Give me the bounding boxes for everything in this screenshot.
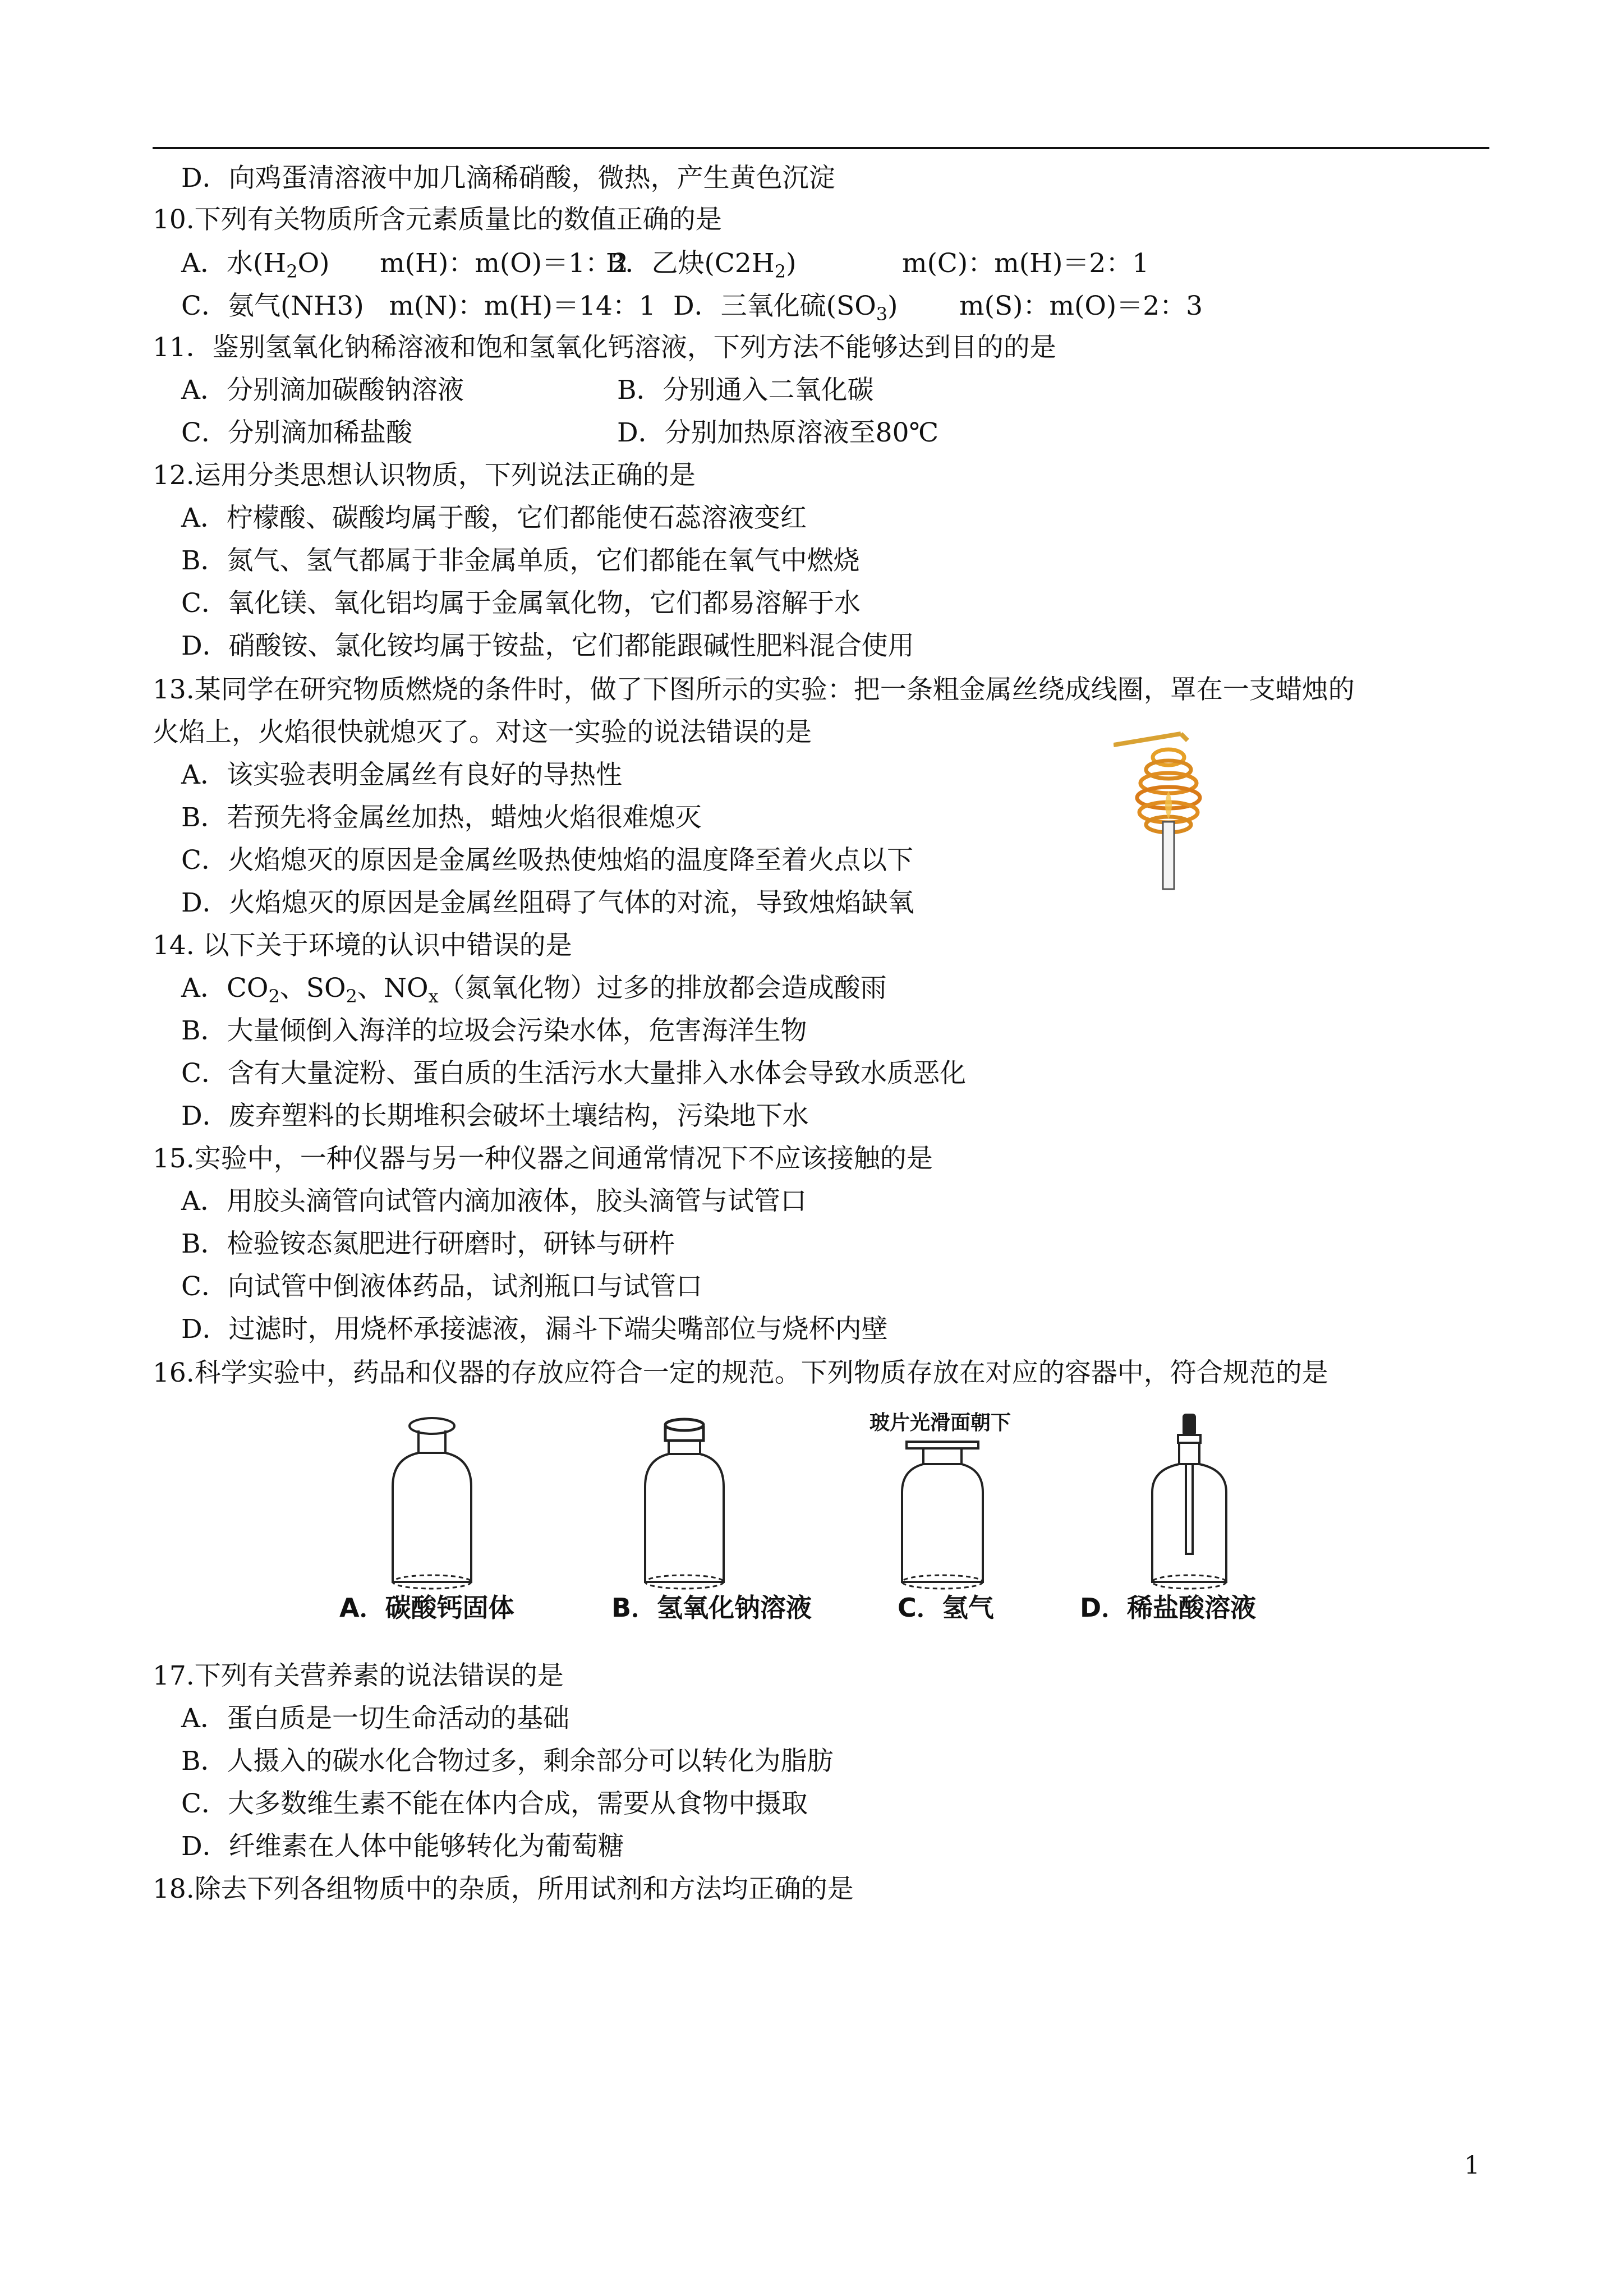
q10-stem: 10.下列有关物质所含元素质量比的数值正确的是 [153,204,722,235]
q14-stem: 14. 以下关于环境的认识中错误的是 [153,930,572,961]
q14-option-d: D．废弃塑料的长期堆积会破坏土壤结构，污染地下水 [181,1101,809,1131]
q14-option-b: B．大量倾倒入海洋的垃圾会污染水体，危害海洋生物 [181,1015,807,1046]
bottle-a-icon [381,1414,482,1593]
bottle-c-icon [892,1414,993,1593]
bottle-d-dropper-icon [1139,1414,1240,1593]
q15-stem: 15.实验中，一种仪器与另一种仪器之间通常情况下不应该接触的是 [153,1143,933,1174]
bottle-caption-c: C．氢气 [898,1593,994,1623]
q12-stem: 12.运用分类思想认识物质，下列说法正确的是 [153,460,696,491]
q11-option-b: B．分别通入二氧化碳 [617,375,874,406]
q13-option-b: B．若预先将金属丝加热，蜡烛火焰很难熄灭 [181,802,702,833]
page-number: 1 [1464,2151,1480,2180]
metal-coil-candle-figure [1114,729,1220,892]
q15-option-a: A．用胶头滴管向试管内滴加液体，胶头滴管与试管口 [181,1186,807,1217]
q10-option-a: A．水$(H_2O)$ m(H)：m(O)＝1：2 [181,248,628,282]
q12-option-c: C．氧化镁、氧化铝均属于金属氧化物，它们都易溶解于水 [181,588,861,619]
q13-option-a: A．该实验表明金属丝有良好的导热性 [181,760,622,790]
q11-option-a: A．分别滴加碳酸钠溶液 [181,375,464,406]
bottle-b-icon [634,1414,735,1593]
q17-option-b: B．人摄入的碳水化合物过多，剩余部分可以转化为脂肪 [181,1746,834,1777]
q10-option-d: D．三氧化硫$(SO_3)$ [673,291,898,325]
q16-stem: 16.科学实验中，药品和仪器的存放应符合一定的规范。下列物质存放在对应的容器中，符合规范的是 [153,1358,1328,1388]
q17-option-c: C．大多数维生素不能在体内合成，需要从食物中摄取 [181,1788,808,1819]
q17-option-a: A．蛋白质是一切生命活动的基础 [181,1703,569,1734]
q13-option-d: D．火焰熄灭的原因是金属丝阻碍了气体的对流，导致烛焰缺氧 [181,887,914,918]
bottle-caption-a: A．碳酸钙固体 [339,1593,514,1623]
q13-stem-line1: 13.某同学在研究物质燃烧的条件时，做了下图所示的实验：把一条粗金属丝绕成线圈，罩在一支蜡烛的 [153,674,1355,705]
q12-option-b: B．氮气、氢气都属于非金属单质，它们都能在氧气中燃烧 [181,545,860,576]
q12-option-a: A．柠檬酸、碳酸均属于酸，它们都能使石蕊溶液变红 [181,503,807,533]
q17-stem: 17.下列有关营养素的说法错误的是 [153,1660,564,1691]
glass-plate-label: 玻片光滑面朝下 [869,1411,1011,1434]
q14-option-a: A．$CO_2$、$SO_2$、$NO_x$（氮氧化物）过多的排放都会造成酸雨 [181,973,887,1007]
bottle-caption-d: D．稀盐酸溶液 [1080,1593,1257,1623]
q13-option-c: C．火焰熄灭的原因是金属丝吸热使烛焰的温度降至着火点以下 [181,845,913,876]
q13-stem-line2: 火焰上，火焰很快就熄灭了。对这一实验的说法错误的是 [153,717,812,748]
q11-stem: 11．鉴别氢氧化钠稀溶液和饱和氢氧化钙溶液，下列方法不能够达到目的的是 [153,332,1056,363]
q10-option-c: C．氨气(NH3) m(N)：m(H)＝14：1 [181,291,656,321]
q12-option-d: D．硝酸铵、氯化铵均属于铵盐，它们都能跟碱性肥料混合使用 [181,631,914,661]
q17-option-d: D．纤维素在人体中能够转化为葡萄糖 [181,1831,624,1862]
bottle-caption-b: B．氢氧化钠溶液 [611,1593,812,1623]
header-rule [153,147,1489,149]
q9-option-d: D．向鸡蛋清溶液中加几滴稀硝酸，微热，产生黄色沉淀 [181,163,835,194]
q15-option-b: B．检验铵态氮肥进行研磨时，研钵与研杵 [181,1228,675,1259]
q11-option-c: C．分别滴加稀盐酸 [181,417,412,448]
q11-option-d: D．分别加热原溶液至80℃ [617,417,939,448]
q14-option-c: C．含有大量淀粉、蛋白质的生活污水大量排入水体会导致水质恶化 [181,1058,966,1089]
q10-option-d-value: m(S)：m(O)＝2：3 [959,291,1203,321]
q18-stem: 18.除去下列各组物质中的杂质，所用试剂和方法均正确的是 [153,1874,854,1904]
q10-option-b-value: m(C)：m(H)＝2：1 [902,248,1149,279]
q15-option-d: D．过滤时，用烧杯承接滤液，漏斗下端尖嘴部位与烧杯内壁 [181,1314,888,1345]
q10-option-b: B．乙炔$(C2H_2)$ [606,248,797,282]
q15-option-c: C．向试管中倒液体药品，试剂瓶口与试管口 [181,1271,702,1302]
